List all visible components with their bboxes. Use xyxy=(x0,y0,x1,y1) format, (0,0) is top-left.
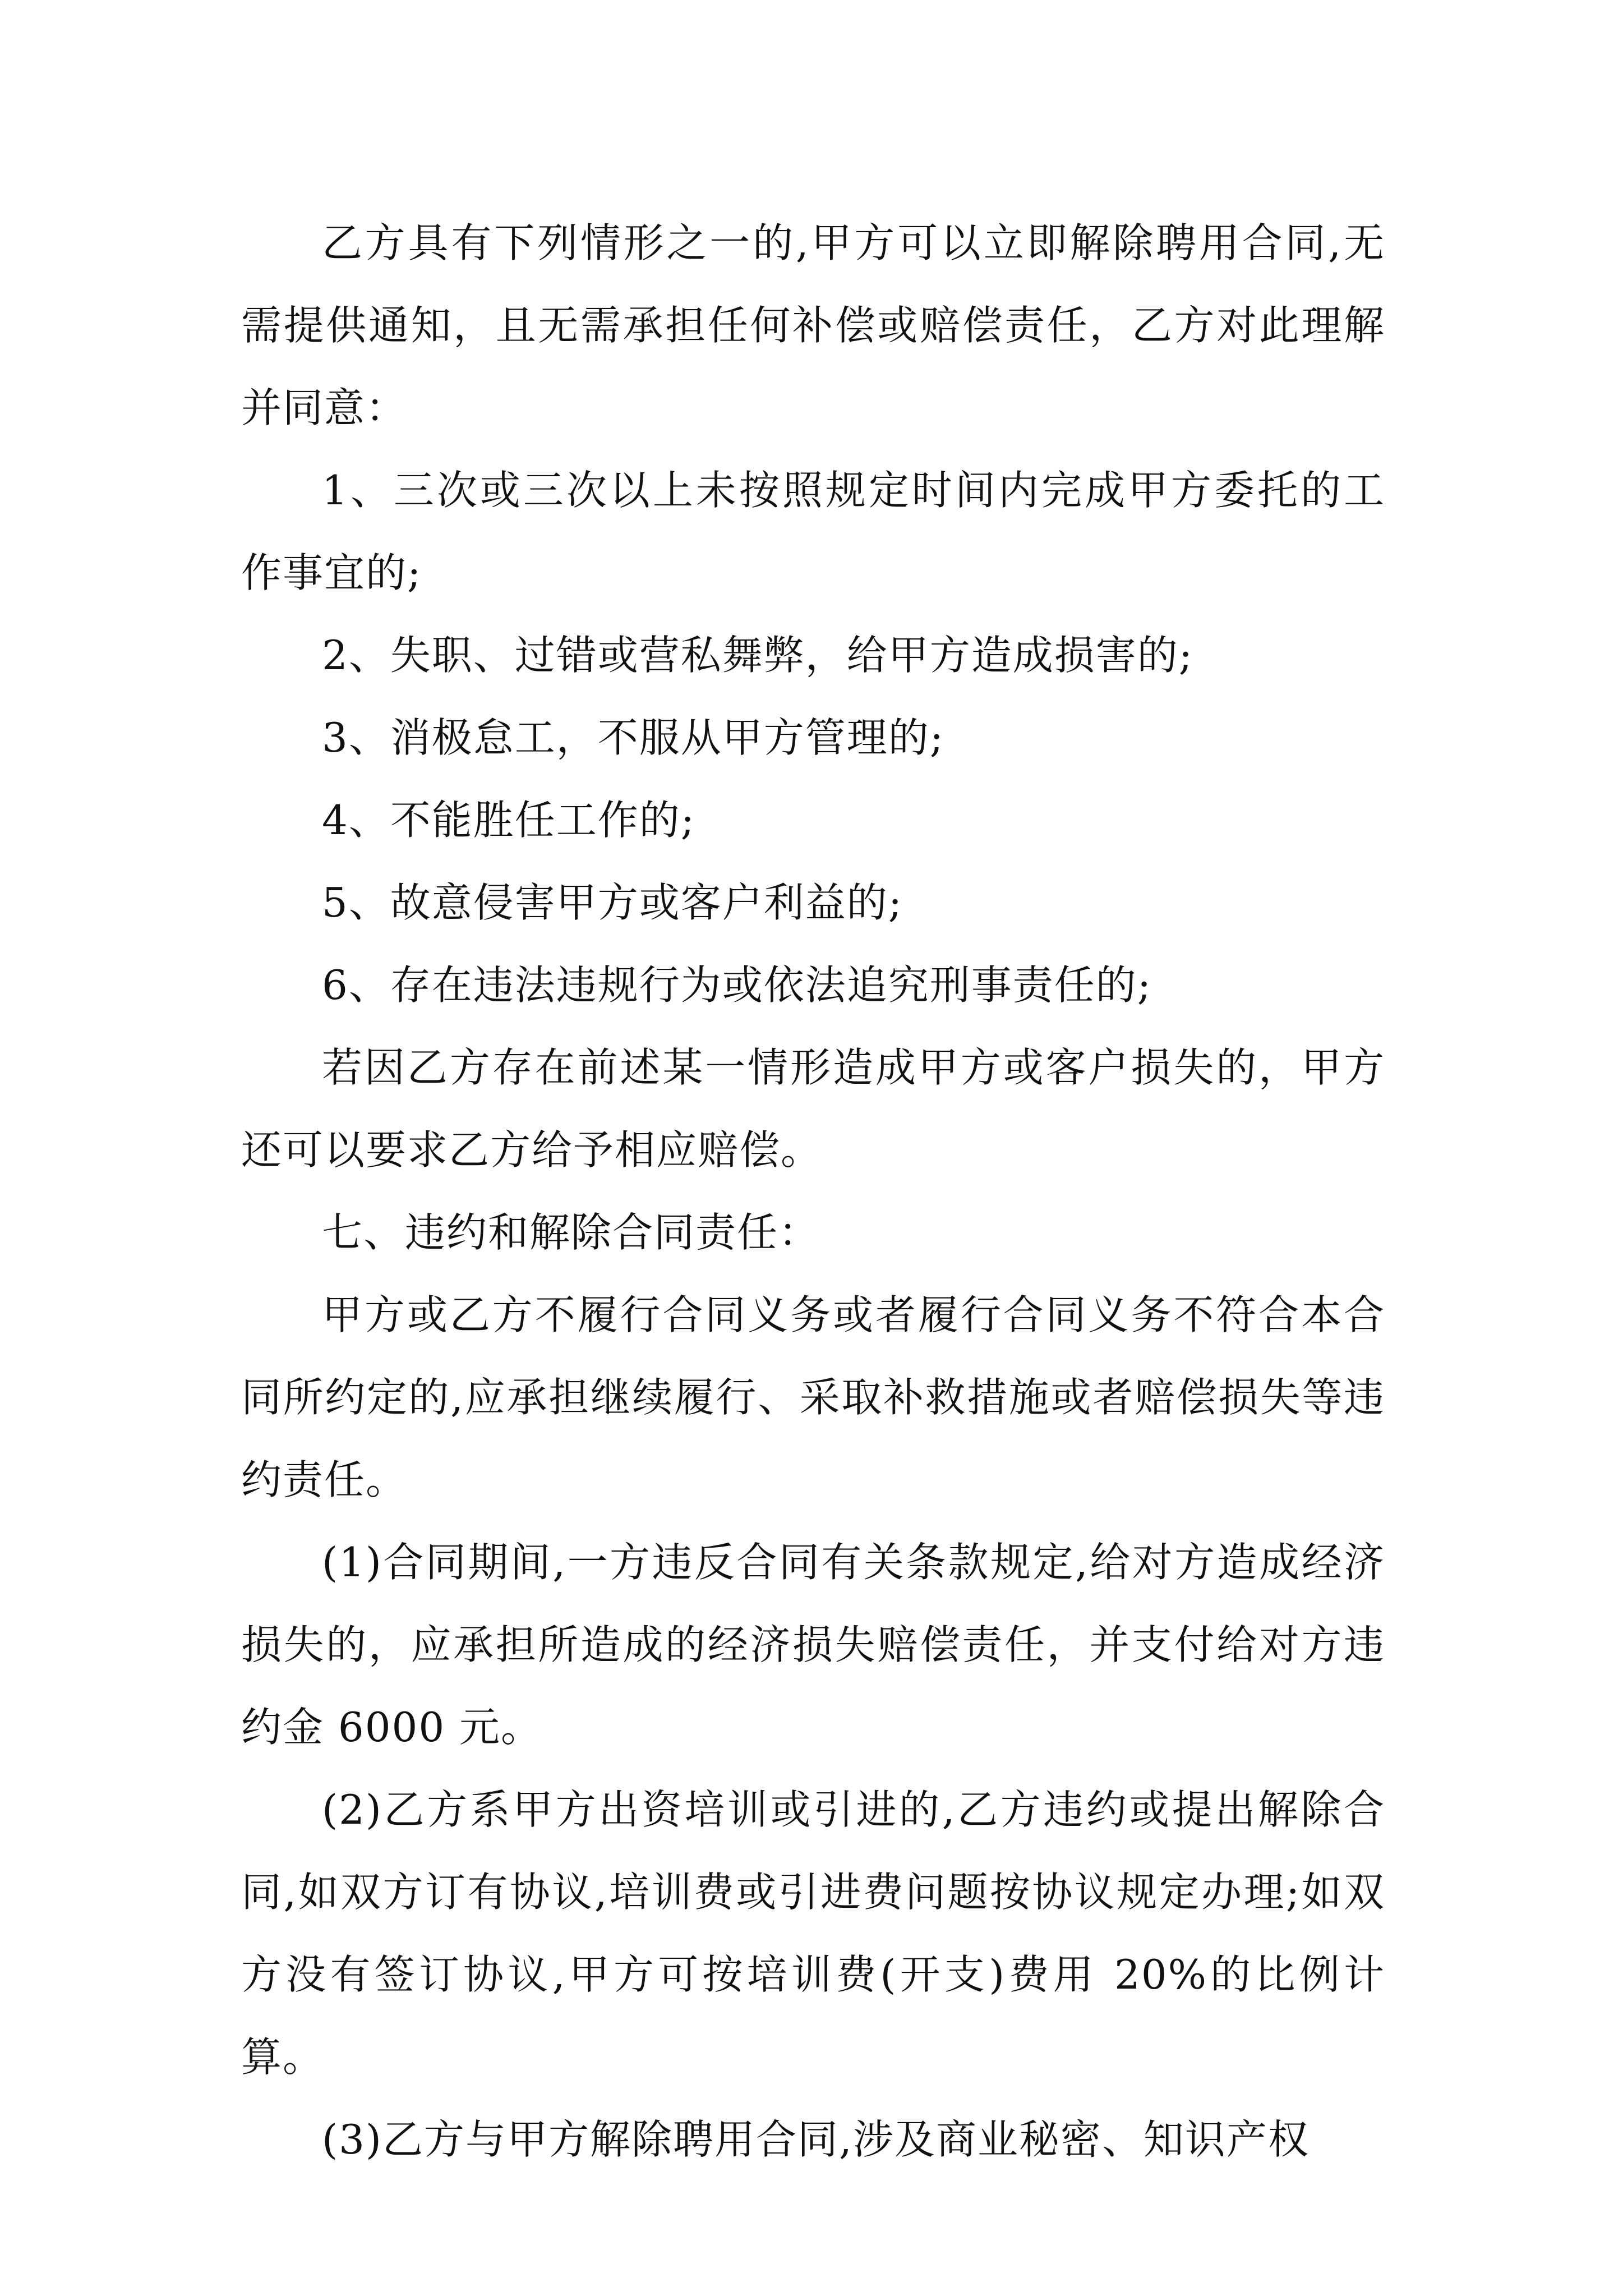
list-item-3: 3、消极怠工，不服从甲方管理的; xyxy=(322,714,945,761)
paragraph-breach-liability: 甲方或乙方不履行合同义务或者履行合同义务不符合本合同所约定的,应承担继续履行、采取补救措施或者赔偿损失等违约责任。 xyxy=(241,1291,1385,1503)
document-body xyxy=(241,202,1385,2181)
list-item-2: 2、失职、过错或营私舞弊，给甲方造成损害的; xyxy=(322,632,1194,679)
list-item-4: 4、不能胜任工作的; xyxy=(322,797,696,844)
paragraph-termination-conditions: 乙方具有下列情形之一的,甲方可以立即解除聘用合同,无需提供通知，且无需承担任何补偿或赔偿责任，乙方对此理解并同意： xyxy=(241,219,1385,431)
list-item-1: 1、三次或三次以上未按照规定时间内完成甲方委托的工作事宜的; xyxy=(241,467,1385,596)
paragraph-compensation: 若因乙方存在前述某一情形造成甲方或客户损失的，甲方还可以要求乙方给予相应赔偿。 xyxy=(241,1044,1385,1174)
clause-2: (2)乙方系甲方出资培训或引进的,乙方违约或提出解除合同,如双方订有协议,培训费或引进费问题按协议规定办理;如双方没有签订协议,甲方可按培训费(开支)费用 20%的比例计算。 xyxy=(241,1786,1385,2081)
section-heading-breach: 七、违约和解除合同责任： xyxy=(322,1209,820,1256)
clause-1: (1)合同期间,一方违反合同有关条款规定,给对方造成经济损失的，应承担所造成的经济损失赔偿责任，并支付给对方违约金 6000 元。 xyxy=(241,1539,1385,1751)
list-item-6: 6、存在违法违规行为或依法追究刑事责任的; xyxy=(322,961,1152,1009)
clause-3: (3)乙方与甲方解除聘用合同,涉及商业秘密、知识产权 xyxy=(322,2116,1310,2163)
list-item-5: 5、故意侵害甲方或客户利益的; xyxy=(322,879,903,926)
